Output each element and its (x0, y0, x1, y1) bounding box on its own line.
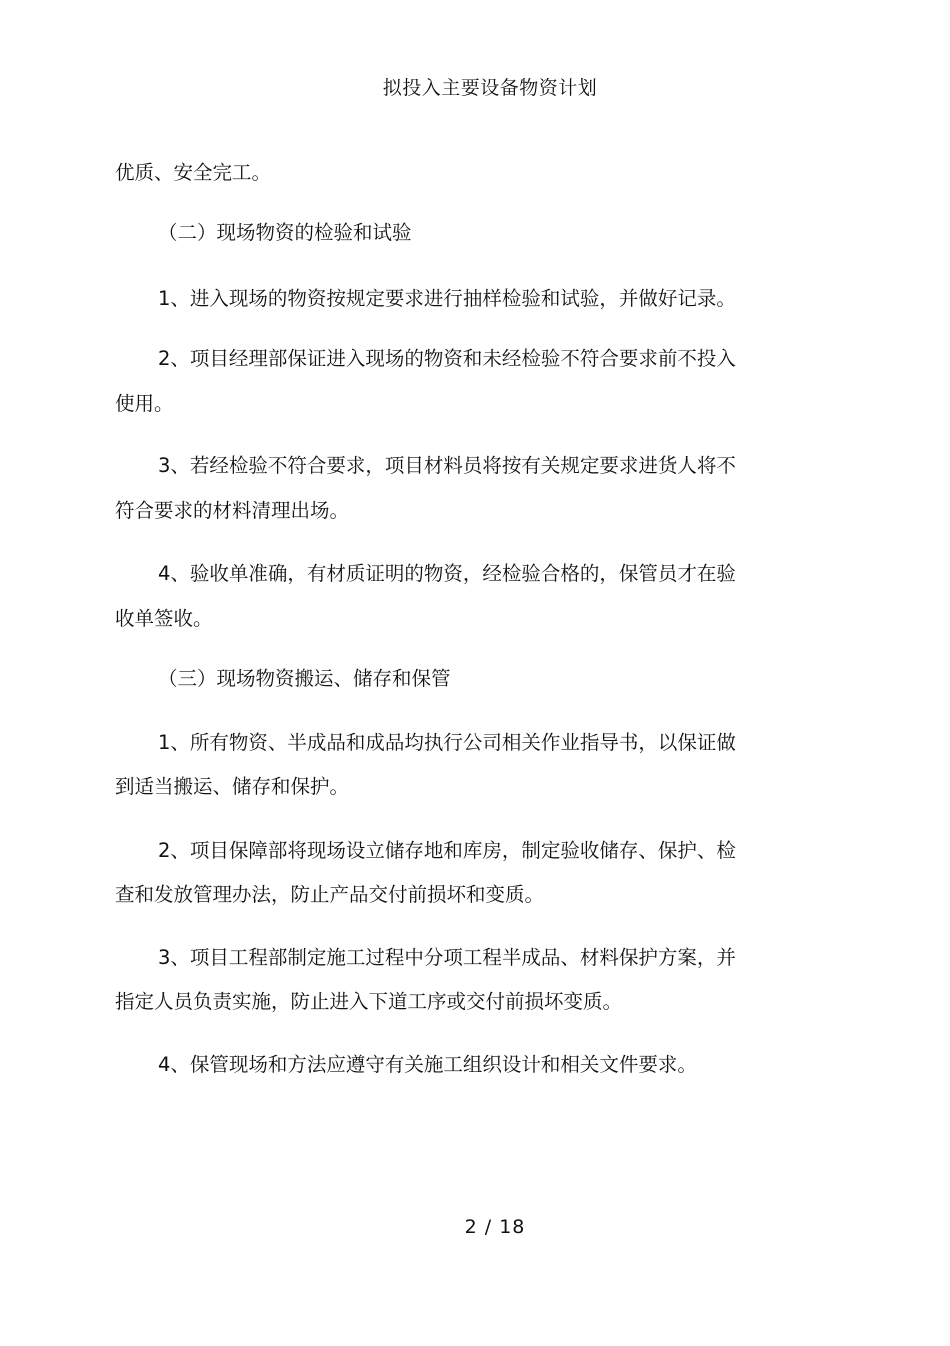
paragraph-line: 使用。 (115, 392, 174, 415)
paragraph-line: 到适当搬运、储存和保护。 (115, 775, 350, 798)
paragraph-line: 4、验收单准确，有材质证明的物资，经检验合格的，保管员才在验 (158, 562, 736, 585)
paragraph-line: 3、若经检验不符合要求，项目材料员将按有关规定要求进货人将不 (158, 454, 736, 477)
paragraph-line: 3、项目工程部制定施工过程中分项工程半成品、材料保护方案，并 (158, 946, 736, 969)
page-number: 2 / 18 (464, 1216, 526, 1238)
page-header-title: 拟投入主要设备物资计划 (382, 77, 598, 99)
paragraph-line: 2、项目经理部保证进入现场的物资和未经检验不符合要求前不投入 (158, 347, 736, 370)
paragraph-line: 查和发放管理办法，防止产品交付前损坏和变质。 (115, 883, 545, 906)
paragraph-line: 1、所有物资、半成品和成品均执行公司相关作业指导书，以保证做 (158, 731, 736, 754)
paragraph-line: 符合要求的材料清理出场。 (115, 499, 350, 522)
paragraph-line: 指定人员负责实施，防止进入下道工序或交付前损坏变质。 (115, 990, 623, 1013)
paragraph-line: 2、项目保障部将现场设立储存地和库房，制定验收储存、保护、检 (158, 839, 736, 862)
section-heading: （二）现场物资的检验和试验 (158, 221, 412, 244)
section-heading: （三）现场物资搬运、储存和保管 (158, 667, 451, 690)
paragraph-line: 收单签收。 (115, 607, 213, 630)
paragraph-line: 1、进入现场的物资按规定要求进行抽样检验和试验，并做好记录。 (158, 287, 736, 310)
paragraph-line: 优质、安全完工。 (115, 161, 272, 184)
paragraph-line: 4、保管现场和方法应遵守有关施工组织设计和相关文件要求。 (158, 1053, 697, 1076)
